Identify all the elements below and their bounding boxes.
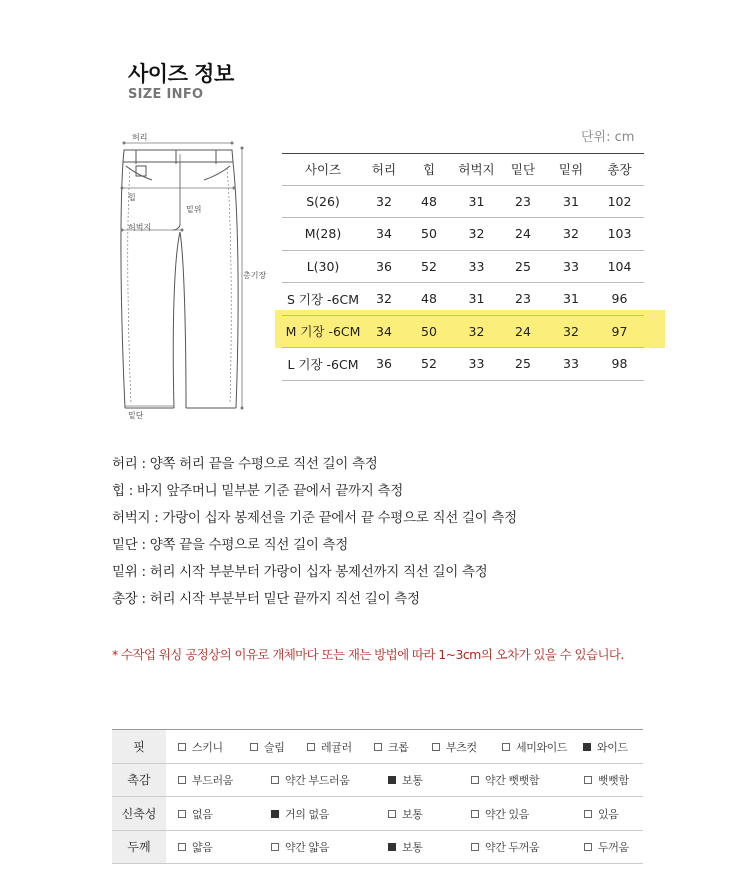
checkbox-icon: [388, 810, 396, 818]
size-cell: L(30): [306, 258, 340, 274]
option-label: 크롭: [388, 740, 409, 754]
option-label: 보통: [402, 774, 423, 787]
fit-options: [166, 730, 643, 763]
size-table-header: [282, 153, 644, 186]
size-cell: S 기장 -6CM: [286, 291, 359, 307]
option-label: 부츠컷: [446, 740, 477, 754]
fit-option: [178, 764, 233, 797]
checkbox-icon: [471, 810, 479, 818]
checkbox-icon: [178, 776, 186, 784]
value-cell: 31: [468, 291, 485, 307]
value-cell: 32: [563, 226, 579, 242]
column-header: 힙: [422, 162, 436, 178]
value-cell: 50: [421, 226, 437, 242]
value-cell: 32: [563, 323, 579, 339]
fit-options: [166, 831, 643, 864]
value-cell: 31: [563, 291, 579, 307]
checkbox-icon: [432, 743, 440, 751]
option-label: 약간 두꺼움: [485, 841, 540, 854]
fit-table: [112, 729, 643, 864]
column-header: 사이즈: [304, 162, 342, 178]
option-label: 세미와이드: [516, 740, 568, 754]
diagram-label-rise: 밑위: [186, 205, 202, 214]
fit-option: [584, 831, 629, 864]
size-cell: S(26): [306, 193, 340, 209]
value-cell: 96: [611, 291, 628, 307]
checkbox-icon: [178, 843, 186, 851]
value-cell: 36: [376, 258, 392, 274]
checkbox-icon: [584, 843, 592, 851]
description-hip: 힙 : 바지 앞주머니 밑부분 기준 끝에서 끝까지 측정: [112, 483, 403, 499]
value-cell: 23: [515, 193, 531, 209]
fit-row-texture: [112, 764, 643, 798]
page-subtitle: SIZE INFO: [128, 87, 204, 102]
fit-options: [166, 797, 643, 830]
diagram-label-waist: 허리: [132, 133, 148, 142]
value-cell: 32: [376, 291, 392, 307]
fit-option: [271, 831, 329, 864]
diagram-label-hem: 밑단: [128, 411, 144, 420]
checkbox-checked-icon: [388, 776, 396, 784]
diagram-label-length: 총기장: [243, 271, 267, 280]
checkbox-icon: [178, 810, 186, 818]
size-cell: M 기장 -6CM: [285, 324, 361, 340]
value-cell: 48: [421, 291, 437, 307]
fit-option: [502, 730, 567, 763]
unit-label: 단위: cm: [581, 130, 635, 145]
column-header: 허리: [371, 162, 397, 178]
checkbox-icon: [584, 810, 592, 818]
fit-option: [471, 831, 539, 864]
value-cell: 33: [563, 356, 579, 372]
fit-row-fit: [112, 730, 643, 764]
option-label: 보통: [402, 807, 423, 821]
option-label: 있음: [598, 807, 619, 821]
value-cell: 104: [607, 258, 632, 274]
table-row: [282, 186, 644, 219]
option-label: 레귤러: [321, 740, 352, 754]
column-header: 밑위: [558, 162, 584, 178]
description-waist: 허리 : 양쪽 허리 끝을 수평으로 직선 길이 측정: [112, 456, 378, 472]
fit-row-label: 두께: [112, 831, 166, 864]
option-label: 뻣뻣함: [598, 774, 629, 787]
value-cell: 25: [515, 356, 531, 372]
value-cell: 32: [468, 323, 485, 339]
column-header: 총장: [607, 162, 632, 178]
pants-diagram: [112, 128, 272, 428]
tolerance-notice: * 수작업 워싱 공정상의 이유로 개체마다 또는 재는 방법에 따라 1~3cm의 오차가 있을 수 있습니다.: [112, 647, 624, 662]
fit-option: [388, 797, 422, 830]
column-header: 허벅지: [458, 162, 495, 178]
option-label: 부드러움: [192, 774, 233, 787]
checkbox-icon: [271, 776, 279, 784]
fit-option: [471, 797, 529, 830]
value-cell: 98: [611, 356, 628, 372]
value-cell: 33: [468, 356, 485, 372]
option-label: 스키니: [192, 740, 223, 754]
value-cell: 23: [515, 291, 531, 307]
fit-option: [374, 730, 408, 763]
description-rise: 밑위 : 허리 시작 부분부터 가랑이 십자 봉제선까지 직선 길이 측정: [112, 564, 488, 580]
checkbox-icon: [374, 743, 382, 751]
checkbox-icon: [584, 776, 592, 784]
fit-row-label: 핏: [112, 730, 166, 763]
checkbox-icon: [471, 843, 479, 851]
fit-option: [178, 797, 212, 830]
option-label: 약간 뻣뻣함: [485, 774, 540, 787]
size-table: [282, 153, 644, 381]
value-cell: 103: [607, 226, 632, 242]
value-cell: 32: [468, 226, 485, 242]
table-row: [282, 348, 644, 381]
checkbox-icon: [250, 743, 258, 751]
fit-row-label: 신축성: [112, 797, 166, 830]
value-cell: 50: [421, 323, 437, 339]
checkbox-checked-icon: [388, 843, 396, 851]
fit-option: [432, 730, 477, 763]
value-cell: 34: [376, 226, 392, 242]
option-label: 보통: [402, 841, 423, 854]
checkbox-checked-icon: [583, 743, 591, 751]
value-cell: 32: [376, 193, 392, 209]
fit-option-selected: [271, 797, 329, 830]
description-hem: 밑단 : 양쪽 끝을 수평으로 직선 길이 측정: [112, 537, 349, 553]
value-cell: 36: [376, 356, 392, 372]
option-label: 거의 없음: [285, 807, 330, 821]
value-cell: 97: [611, 323, 628, 339]
value-cell: 102: [607, 193, 632, 209]
checkbox-icon: [471, 776, 479, 784]
fit-options: [166, 764, 643, 797]
table-row: [282, 251, 644, 284]
value-cell: 48: [421, 193, 437, 209]
description-length: 총장 : 허리 시작 부분부터 밑단 끝까지 직선 길이 측정: [112, 591, 420, 607]
fit-option: [178, 730, 223, 763]
description-thigh: 허벅지 : 가랑이 십자 봉제선을 기준 끝에서 끝 수평으로 직선 길이 측정: [112, 510, 517, 526]
measurement-descriptions: [112, 455, 672, 617]
fit-option-selected: [388, 764, 422, 797]
fit-row-label: 촉감: [112, 764, 166, 797]
value-cell: 24: [515, 226, 531, 242]
fit-option-selected: [583, 730, 628, 763]
table-row: [282, 218, 644, 251]
option-label: 없음: [192, 807, 213, 821]
size-cell: M(28): [304, 226, 342, 242]
value-cell: 52: [421, 258, 437, 274]
value-cell: 33: [468, 258, 485, 274]
fit-option: [471, 764, 539, 797]
fit-option: [178, 831, 212, 864]
fit-row-thickness: [112, 831, 643, 865]
option-label: 약간 얇음: [285, 841, 330, 854]
option-label: 약간 부드러움: [285, 774, 350, 787]
value-cell: 52: [421, 356, 437, 372]
table-row-highlighted: [282, 316, 644, 349]
value-cell: 33: [563, 258, 579, 274]
diagram-label-thigh: 허벅지: [128, 223, 152, 232]
checkbox-checked-icon: [271, 810, 279, 818]
option-label: 두꺼움: [598, 841, 629, 854]
fit-option: [271, 764, 349, 797]
checkbox-icon: [307, 743, 315, 751]
fit-row-stretch: [112, 797, 643, 831]
option-label: 약간 있음: [485, 807, 530, 821]
page-title: 사이즈 정보: [128, 62, 234, 86]
fit-option: [307, 730, 352, 763]
checkbox-icon: [271, 843, 279, 851]
value-cell: 25: [515, 258, 531, 274]
checkbox-icon: [502, 743, 510, 751]
option-label: 슬림: [264, 740, 285, 754]
fit-option-selected: [388, 831, 422, 864]
column-header: 밑단: [510, 162, 536, 178]
option-label: 얇음: [192, 841, 213, 854]
diagram-label-hip: 힙: [128, 193, 136, 202]
value-cell: 34: [376, 323, 392, 339]
value-cell: 31: [468, 193, 485, 209]
size-cell: L 기장 -6CM: [287, 356, 359, 372]
fit-option: [584, 797, 618, 830]
option-label: 와이드: [597, 740, 628, 754]
value-cell: 24: [515, 323, 531, 339]
table-row: [282, 283, 644, 316]
fit-option: [250, 730, 284, 763]
checkbox-icon: [178, 743, 186, 751]
value-cell: 31: [563, 193, 579, 209]
fit-option: [584, 764, 629, 797]
